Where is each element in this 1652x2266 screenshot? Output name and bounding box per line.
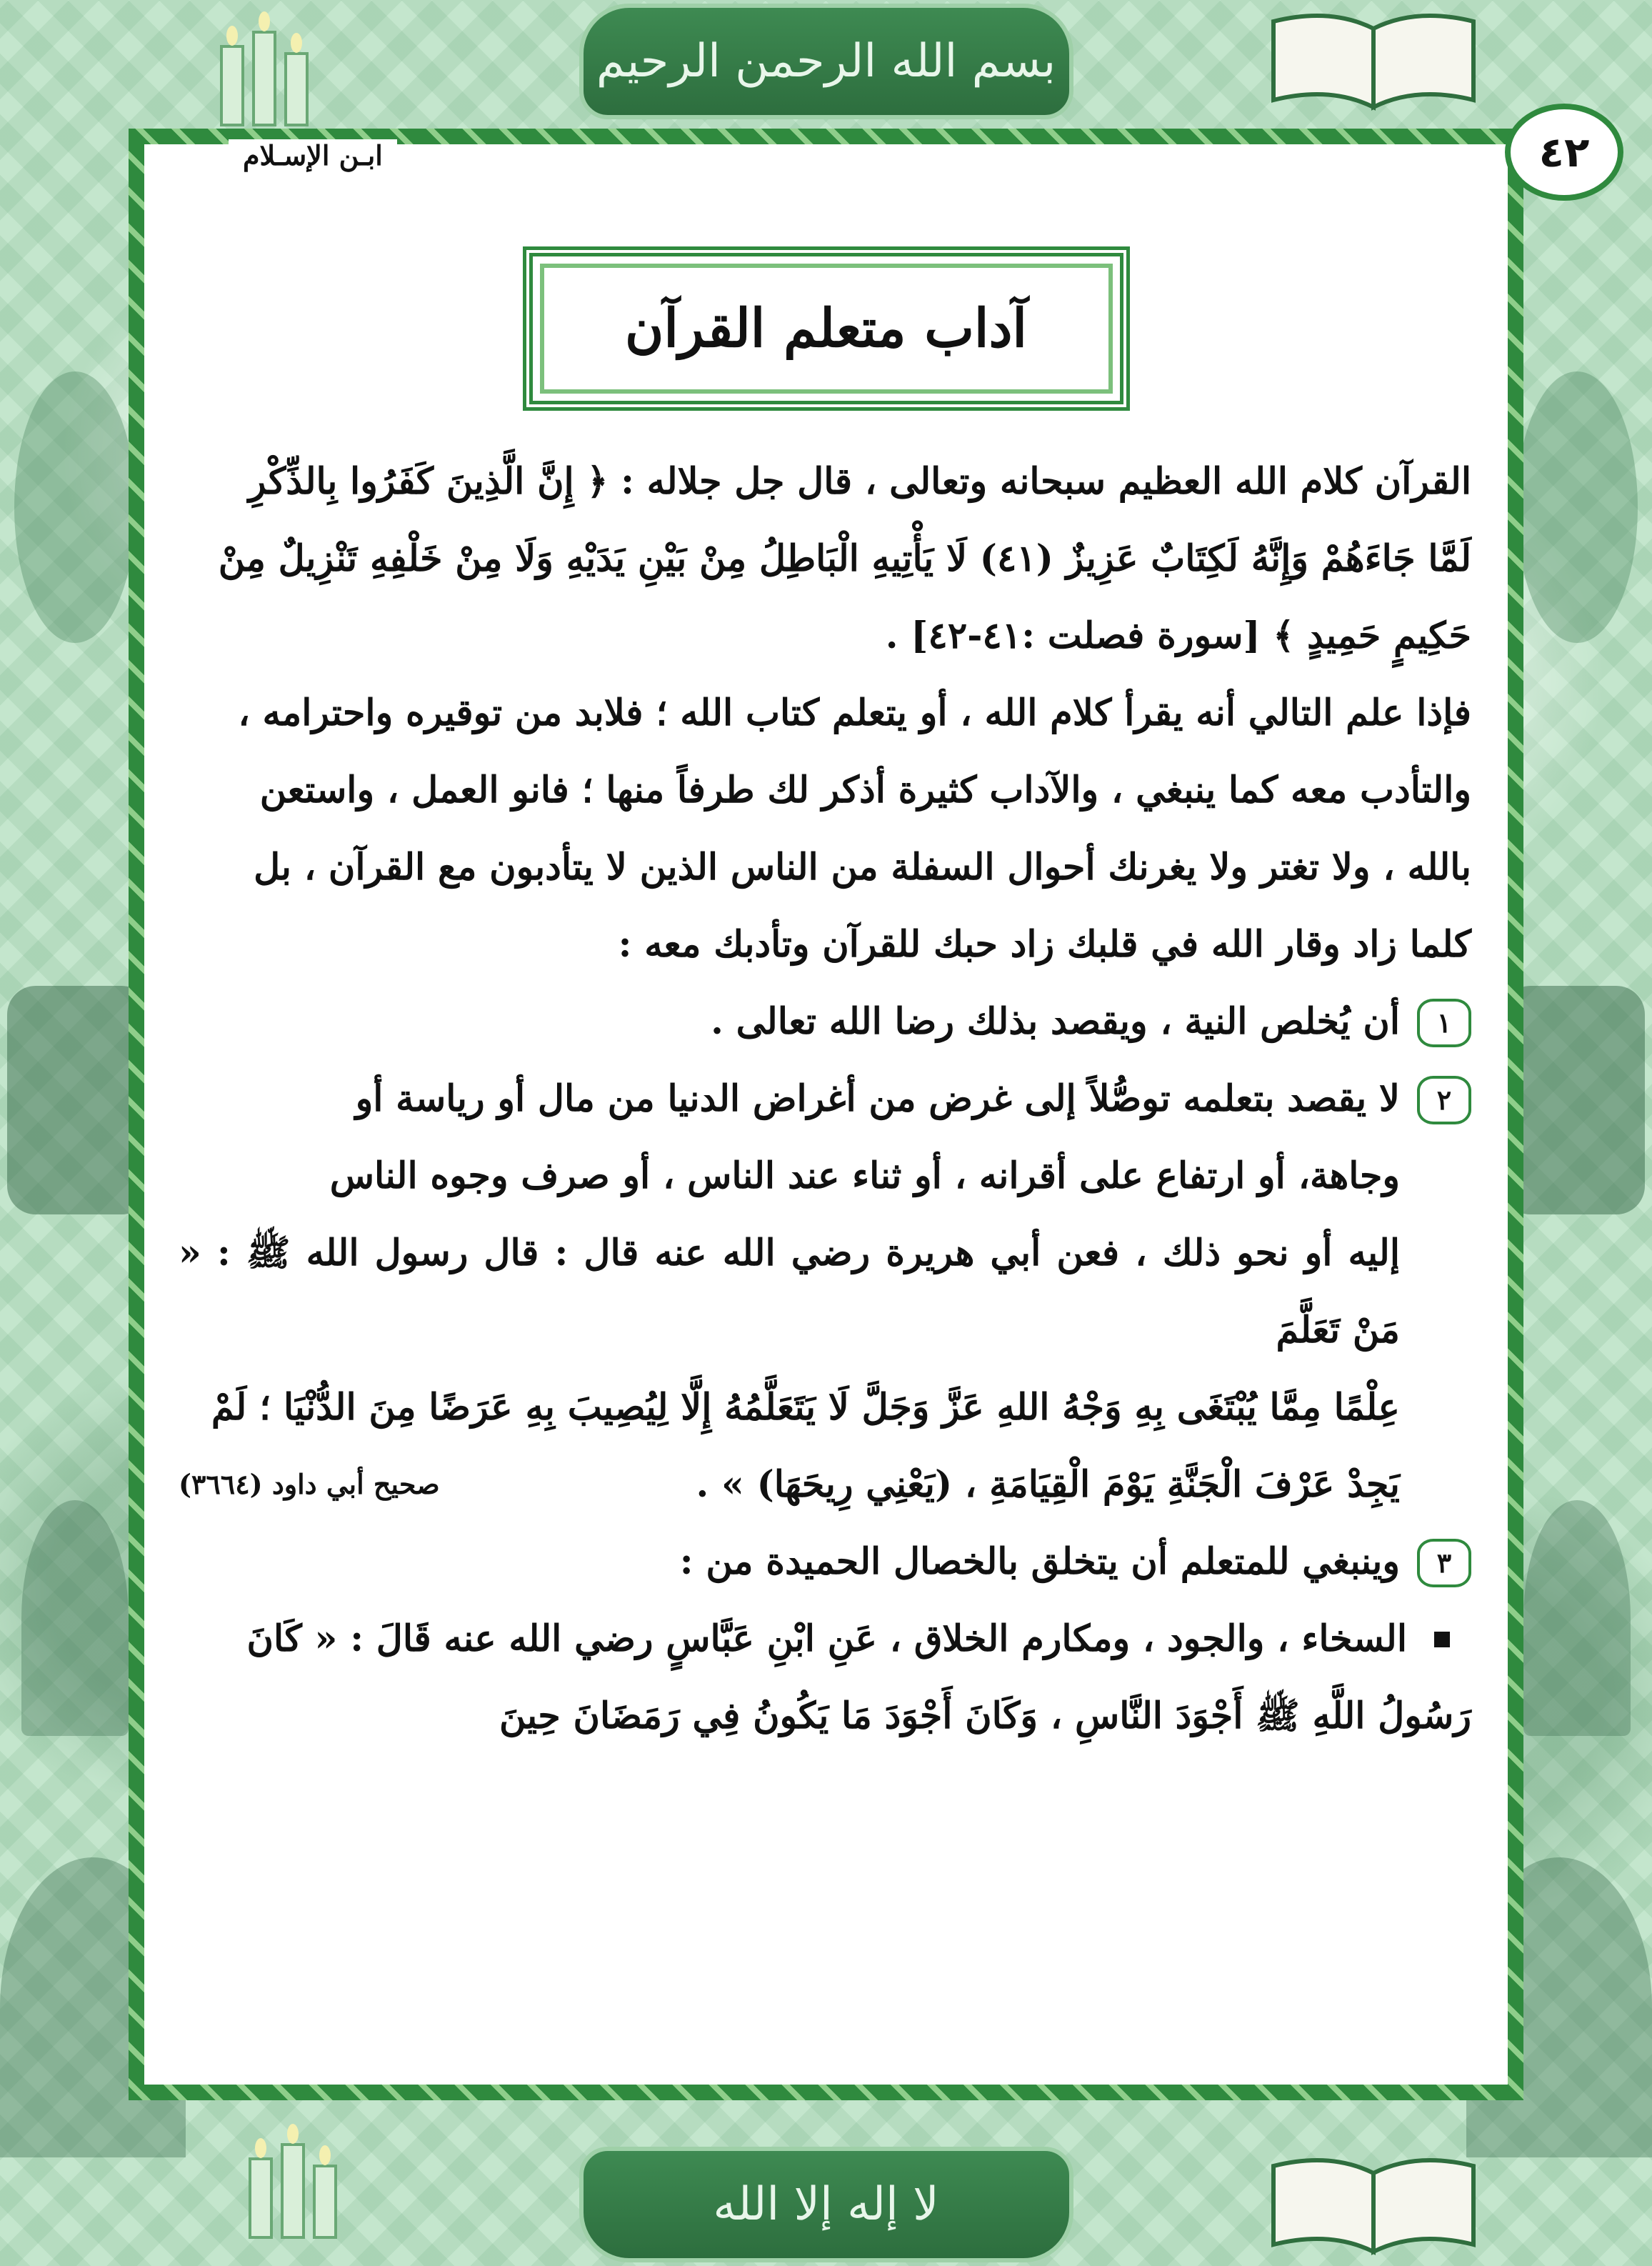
- bullet-line: السخاء ، والجود ، ومكارم الخلاق ، عَنِ ابْنِ عَبَّاسٍ رضي الله عنه قَالَ : « كَانَ: [246, 1617, 1407, 1660]
- hadith-closing-line: [179, 1446, 1400, 1523]
- paragraph-line: والتأدب معه كما ينبغي ، والآداب كثيرة أذكر لك طرفاً منها ؛ فانو العمل ، واستعن: [259, 769, 1471, 812]
- hadith-source: صحيح أبي داود (٣٦٦٤): [179, 1468, 440, 1500]
- running-title: ابـن الإسـلام: [229, 139, 397, 171]
- calligraphy-ornament-right: [1516, 371, 1638, 643]
- intro-line: لَمَّا جَاءَهُمْ وَإِنَّهُ لَكِتَابٌ عَزِيزٌ (٤١) لَا يَأْتِيهِ الْبَاطِلُ مِنْ بَيْنِ يَدَيْهِ وَلَا مِنْ خَلْفِهِ تَنْزِيلٌ مِنْ: [218, 537, 1471, 580]
- item-line: وجاهة، أو ارتفاع على أقرانه ، أو ثناء عند الناس ، أو صرف وجوه الناس: [329, 1154, 1400, 1197]
- calligraphy-ornament-left: [14, 371, 136, 643]
- list-item-2: [179, 1060, 1471, 1523]
- list-item-1: [179, 983, 1471, 1060]
- kaaba-image-right: [1502, 986, 1645, 1214]
- item-line: وينبغي للمتعلم أن يتخلق بالخصال الحميدة من :: [679, 1540, 1400, 1583]
- basmala-text: بسم الله الرحمن الرحيم: [596, 35, 1056, 88]
- calligraphy-ornament-left-lower: [21, 1500, 129, 1736]
- basmala-banner: [579, 4, 1073, 119]
- bullet-square-icon: [1434, 1632, 1450, 1647]
- bullet-item: [179, 1600, 1471, 1677]
- item-line: لا يقصد بتعلمه توصُّلاً إلى غرض من أغراض الدنيا من مال أو رياسة أو: [355, 1077, 1400, 1120]
- item-line: عِلْمًا مِمَّا يُبْتَغَى بِهِ وَجْهُ اللهِ عَزَّ وَجَلَّ لَا يَتَعَلَّمُهُ إِلَّا لِيُصِيبَ بِهِ عَرَضًا مِنَ الدُّنْيَا ؛ لَمْ: [211, 1386, 1400, 1429]
- paragraph-line: كلما زاد وقار الله في قلبك زاد حبك للقرآن وتأدبك معه :: [618, 923, 1471, 966]
- candles-icon: [214, 11, 314, 132]
- open-book-icon: [1266, 2152, 1481, 2259]
- page-number: ٤٢: [1505, 104, 1623, 201]
- intro-line: حَكِيمٍ حَمِيدٍ ﴾ [سورة فصلت :٤١-٤٢] .: [885, 614, 1471, 657]
- item-number-badge: ٣: [1417, 1539, 1471, 1587]
- candles-icon: [243, 2123, 343, 2245]
- item-number-badge: ٢: [1417, 1076, 1471, 1124]
- item-line: أن يُخلص النية ، ويقصد بذلك رضا الله تعالى .: [711, 1000, 1400, 1043]
- section-heading-box: [523, 246, 1130, 411]
- item-line: إليه أو نحو ذلك ، فعن أبي هريرة رضي الله عنه قال : قال رسول الله ﷺ : « مَنْ تَعَلَّمَ: [179, 1232, 1400, 1352]
- calligraphy-ornament-right-lower: [1523, 1500, 1631, 1736]
- open-book-icon: [1266, 7, 1481, 114]
- shahada-text: لا إله إلا الله: [713, 2178, 939, 2231]
- section-heading: آداب متعلم القرآن: [625, 298, 1027, 359]
- paragraph-line: بالله ، ولا تغتر ولا يغرنك أحوال السفلة من الناس الذين لا يتأدبون مع القرآن ، بل: [254, 846, 1471, 889]
- item-line: يَجِدْ عَرْفَ الْجَنَّةِ يَوْمَ الْقِيَامَةِ ، (يَعْنِي رِيحَهَا) » .: [696, 1463, 1400, 1506]
- item-number-badge: ١: [1417, 999, 1471, 1047]
- main-content: [179, 443, 1471, 1755]
- shahada-banner: [579, 2147, 1073, 2262]
- paragraph-line: فإذا علم التالي أنه يقرأ كلام الله ، أو يتعلم كتاب الله ؛ فلابد من توقيره واحترامه ،: [238, 692, 1471, 734]
- intro-line: القرآن كلام الله العظيم سبحانه وتعالى ، قال جل جلاله : ﴿ إِنَّ الَّذِينَ كَفَرُوا بِالذِّكْرِ: [248, 460, 1471, 503]
- list-item-3: [179, 1523, 1471, 1600]
- bullet-line: رَسُولُ اللَّهِ ﷺ أَجْوَدَ النَّاسِ ، وَكَانَ أَجْوَدَ مَا يَكُونُ فِي رَمَضَانَ حِينَ: [499, 1694, 1471, 1737]
